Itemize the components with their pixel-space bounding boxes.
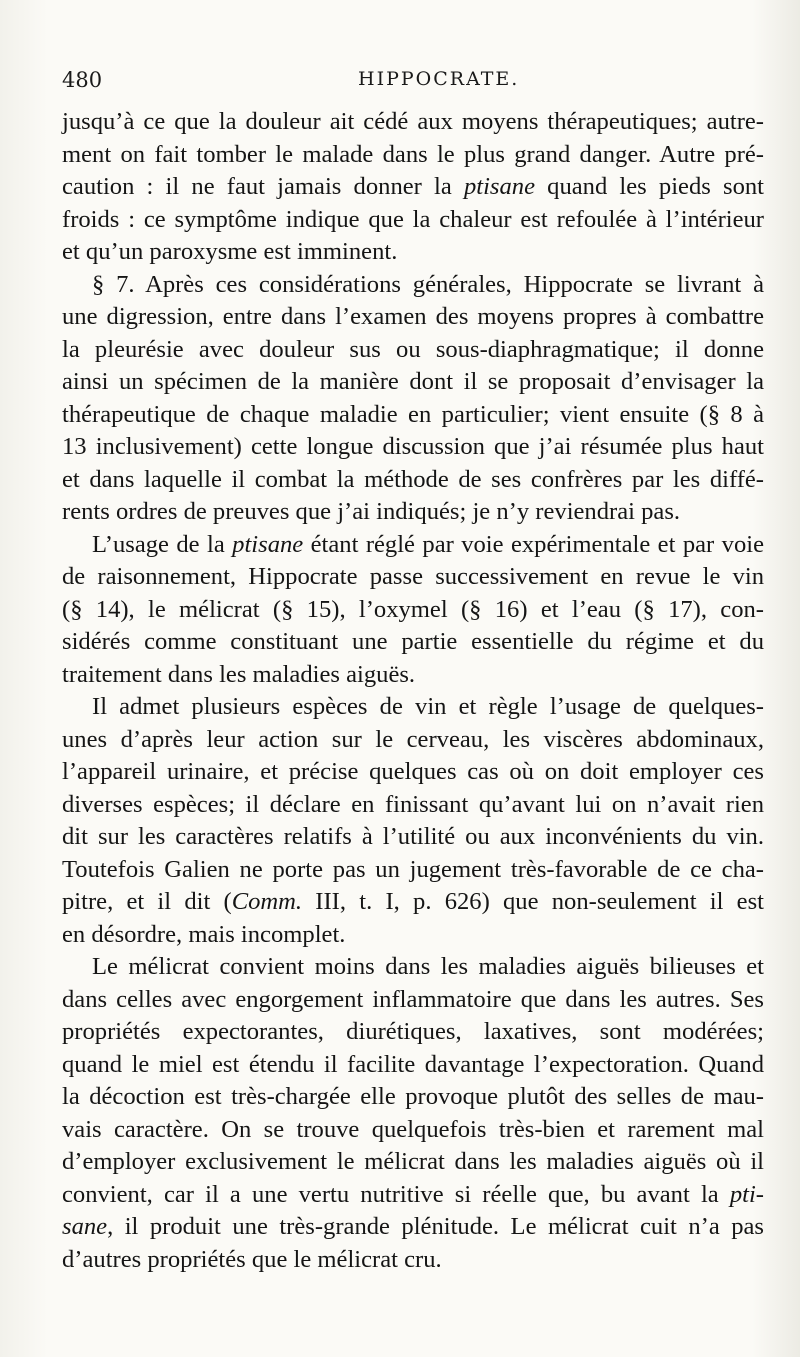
paragraph-3 <box>62 529 764 692</box>
text-line: froids : ce symptôme indique que la chaleur est refoulée à l’intérieur <box>62 205 764 233</box>
text-line: quand le miel est étendu il facilite davantage l’expectoration. Quand <box>62 1050 764 1078</box>
text-line: dans celles avec engorgement inflammatoire que dans les autres. Ses <box>62 985 764 1013</box>
text-line: rents ordres de preuves que j’ai indiqués; je n’y reviendrai pas. <box>62 498 681 525</box>
text-line: vais caractère. On se trouve quelquefois très-bien et rarement mal <box>62 1115 764 1143</box>
page-number: 480 <box>62 68 103 92</box>
text-line: la décoction est très-chargée elle provoque plutôt des selles de mau- <box>62 1083 764 1110</box>
text-line: traitement dans les maladies aiguës. <box>62 660 416 688</box>
running-head: HIPPOCRATE. <box>358 68 520 90</box>
text-line: thérapeutique de chaque maladie en particulier; vient ensuite (§ 8 à <box>62 400 764 428</box>
text-line: une digression, entre dans l’examen des moyens propres à combattre <box>62 303 764 330</box>
text-line: caution : il ne faut jamais donner la ptisane quand les pieds sont <box>62 173 764 200</box>
text-line: et dans laquelle il combat la méthode de ses confrères par les diffé- <box>62 465 764 493</box>
paragraph-4 <box>62 691 764 951</box>
text-line: ainsi un spécimen de la manière dont il se proposait d’envisager la <box>62 368 764 395</box>
text-line: (§ 14), le mélicrat (§ 15), l’oxymel (§ 16) et l’eau (§ 17), con- <box>62 595 764 623</box>
text-line: L’usage de la ptisane étant réglé par voie expérimentale et par voie <box>92 530 764 558</box>
text-line: d’employer exclusivement le mélicrat dans les maladies aiguës où il <box>62 1148 764 1175</box>
text-line: l’appareil urinaire, et précise quelques cas où on doit employer ces <box>62 758 764 785</box>
text-line: Toutefois Galien ne porte pas un jugement très-favorable de ce cha- <box>62 855 764 883</box>
text-line: Le mélicrat convient moins dans les maladies aiguës bilieuses et <box>92 953 764 980</box>
text-line: convient, car il a une vertu nutritive si réelle que, bu avant la pti- <box>62 1180 764 1208</box>
text-line: pitre, et il dit (Comm. III, t. I, p. 626) que non-seulement il est <box>62 888 764 915</box>
text-line: unes d’après leur action sur le cerveau, les viscères abdominaux, <box>62 725 764 753</box>
text-line: de raisonnement, Hippocrate passe successivement en revue le vin <box>62 563 764 590</box>
text-line: ment on fait tomber le malade dans le plus grand danger. Autre pré- <box>62 140 764 168</box>
paragraph-2 <box>62 269 764 529</box>
text-line: Il admet plusieurs espèces de vin et règle l’usage de quelques- <box>92 693 764 720</box>
text-line: la pleurésie avec douleur sus ou sous-diaphragmatique; il donne <box>62 335 764 363</box>
page-header <box>62 68 762 96</box>
text-line: dit sur les caractères relatifs à l’utilité ou aux inconvénients du vin. <box>62 823 764 850</box>
paragraph-5 <box>62 951 764 1276</box>
paragraph-1 <box>62 106 764 269</box>
text-line: sane, il produit une très-grande plénitude. Le mélicrat cuit n’a pas <box>62 1213 764 1240</box>
text-line: sidérés comme constituant une partie essentielle du régime et du <box>62 628 764 655</box>
text-line: jusqu’à ce que la douleur ait cédé aux moyens thérapeutiques; autre- <box>62 108 764 135</box>
text-line: en désordre, mais incomplet. <box>62 920 346 948</box>
text-line: et qu’un paroxysme est imminent. <box>62 238 398 265</box>
text-line: 13 inclusivement) cette longue discussion que j’ai résumée plus haut <box>62 433 764 460</box>
text-line: § 7. Après ces considérations générales, Hippocrate se livrant à <box>92 270 764 298</box>
text-line: d’autres propriétés que le mélicrat cru. <box>62 1245 442 1273</box>
text-line: propriétés expectorantes, diurétiques, laxatives, sont modérées; <box>62 1018 764 1045</box>
body-text <box>62 106 764 1276</box>
text-line: diverses espèces; il déclare en finissant qu’avant lui on n’avait rien <box>62 790 764 818</box>
